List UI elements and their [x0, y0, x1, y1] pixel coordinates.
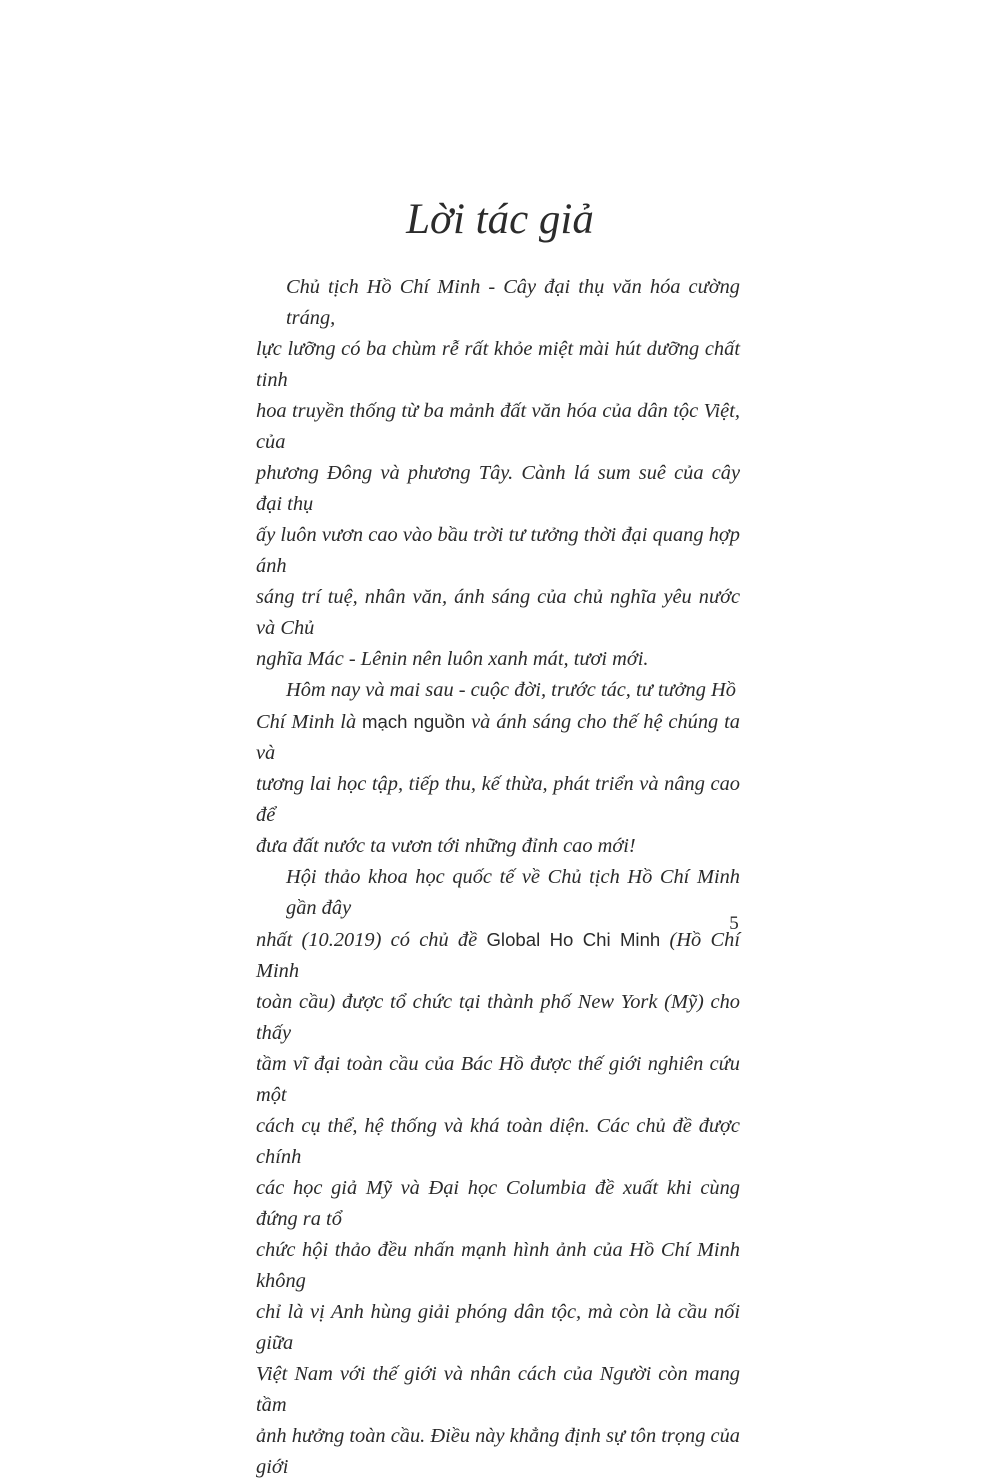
text-line: [256, 458, 740, 520]
text-line: [256, 396, 740, 458]
text-line: [256, 987, 740, 1049]
text-line: [256, 924, 740, 987]
text-segment: Chủ tịch Hồ Chí Minh - Cây đại thụ văn hóa cường tráng,: [286, 276, 740, 329]
text-line: [256, 334, 740, 396]
text-segment: tầm vĩ đại toàn cầu của Bác Hồ được thế giới nghiên cứu một: [256, 1053, 740, 1106]
upright-phrase: Global Ho Chi Minh: [486, 929, 661, 950]
text-segment: lực lưỡng có ba chùm rễ rất khỏe miệt mài hút dưỡng chất tinh: [256, 338, 740, 391]
text-line: [256, 1049, 740, 1111]
paragraph: [256, 675, 740, 862]
upright-phrase: mạch nguồn: [362, 711, 466, 732]
text-segment: chức hội thảo đều nhấn mạnh hình ảnh của Hồ Chí Minh không: [256, 1239, 740, 1292]
text-segment: cách cụ thể, hệ thống và khá toàn diện. Các chủ đề được chính: [256, 1115, 740, 1168]
text-segment: nghĩa Mác - Lênin nên luôn xanh mát, tươi mới.: [256, 648, 649, 670]
text-segment: sáng trí tuệ, nhân văn, ánh sáng của chủ nghĩa yêu nước và Chủ: [256, 586, 740, 639]
text-line: [256, 520, 740, 582]
text-line: [256, 1235, 740, 1297]
text-line: [256, 1297, 740, 1359]
page-number: 5: [729, 913, 739, 934]
text-line: [256, 1421, 740, 1483]
text-line: [256, 582, 740, 644]
paragraph: [256, 272, 740, 675]
chapter-title: Lời tác giả: [406, 196, 594, 243]
text-line: [256, 769, 740, 831]
text-line: [256, 862, 740, 924]
text-line: [256, 831, 740, 862]
text-segment: hoa truyền thống từ ba mảnh đất văn hóa của dân tộc Việt, của: [256, 400, 740, 453]
text-line: [256, 644, 740, 675]
text-segment: Chí Minh là: [256, 711, 363, 733]
text-line: [256, 1173, 740, 1235]
text-segment: ảnh hưởng toàn cầu. Điều này khẳng định sự tôn trọng của giới: [256, 1425, 740, 1478]
text-segment: Việt Nam với thế giới và nhân cách của Người còn mang tầm: [256, 1363, 740, 1416]
text-segment: phương Đông và phương Tây. Cành lá sum suê của cây đại thụ: [256, 462, 740, 515]
text-segment: tương lai học tập, tiếp thu, kế thừa, phát triển và nâng cao để: [256, 773, 740, 826]
body-text: [256, 272, 740, 1483]
text-line: [256, 706, 740, 769]
text-segment: đưa đất nước ta vươn tới những đỉnh cao mới!: [256, 835, 636, 857]
text-line: [256, 675, 740, 706]
text-segment: (Hồ Chí Minh: [256, 929, 740, 982]
text-line: [256, 1359, 740, 1421]
text-segment: chỉ là vị Anh hùng giải phóng dân tộc, mà còn là cầu nối giữa: [256, 1301, 740, 1354]
text-segment: Hôm nay và mai sau - cuộc đời, trước tác, tư tưởng Hồ: [286, 679, 736, 701]
text-segment: ấy luôn vươn cao vào bầu trời tư tưởng thời đại quang hợp ánh: [256, 524, 740, 577]
text-line: [256, 272, 740, 334]
paragraph: [256, 862, 740, 1483]
text-line: [256, 1111, 740, 1173]
text-segment: và ánh sáng cho thế hệ chúng ta và: [256, 711, 740, 764]
text-segment: Hội thảo khoa học quốc tế về Chủ tịch Hồ Chí Minh gần đây: [286, 866, 740, 919]
text-segment: các học giả Mỹ và Đại học Columbia đề xuất khi cùng đứng ra tổ: [256, 1177, 740, 1230]
text-segment: nhất (10.2019) có chủ đề: [256, 929, 487, 951]
text-segment: toàn cầu) được tổ chức tại thành phố New York (Mỹ) cho thấy: [256, 991, 740, 1044]
